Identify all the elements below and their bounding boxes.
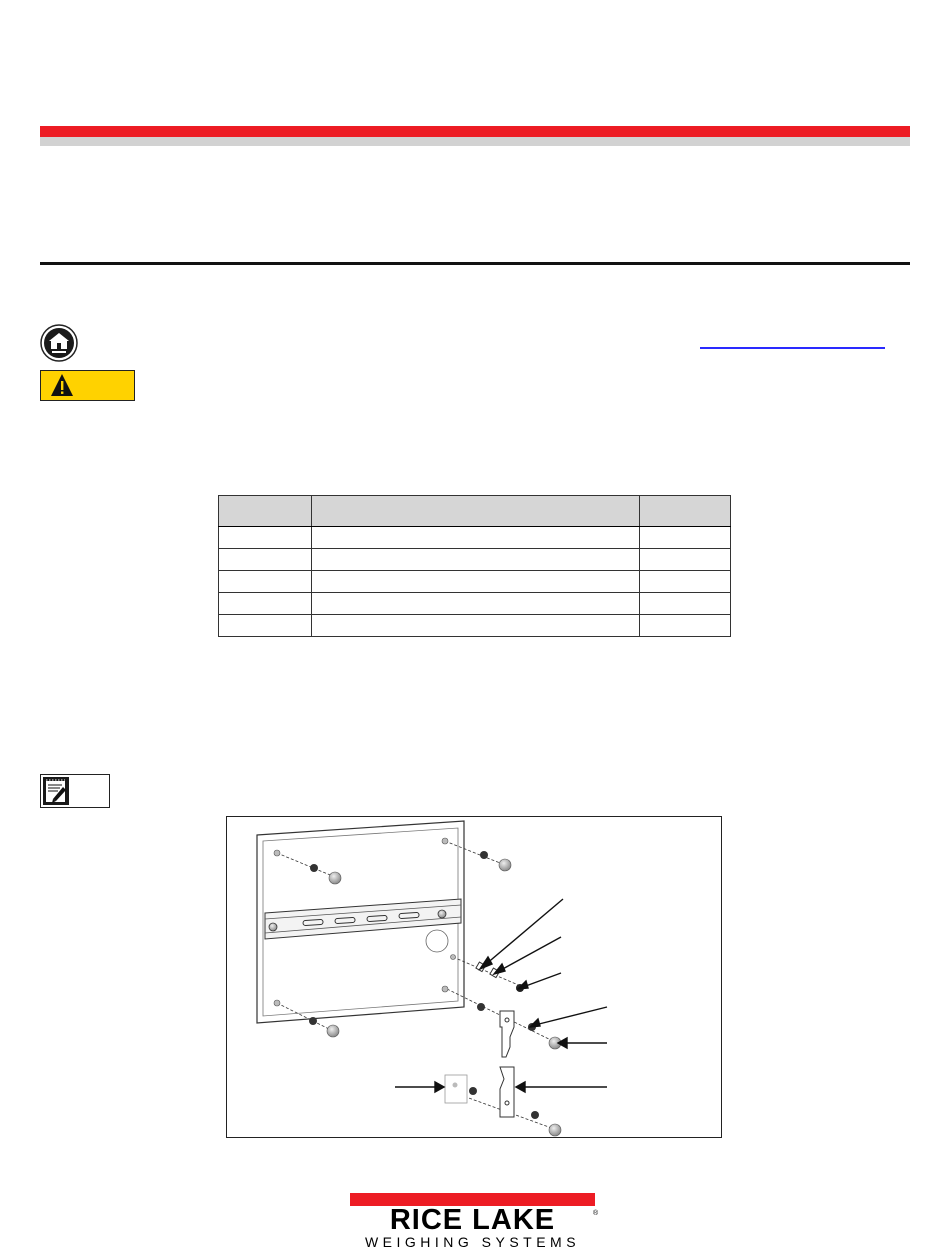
table-cell: [312, 593, 640, 615]
table-row: [219, 593, 731, 615]
table-cell: [219, 527, 312, 549]
table-cell: [640, 615, 731, 637]
table-row: [219, 571, 731, 593]
hyperlink-underline[interactable]: [700, 347, 885, 349]
table-header-cell: [312, 496, 640, 527]
table-cell: [312, 549, 640, 571]
table-cell: [219, 571, 312, 593]
table-cell: [640, 571, 731, 593]
table-row: [219, 615, 731, 637]
title-rule: [40, 262, 910, 265]
table-cell: [640, 549, 731, 571]
table-header-cell: [219, 496, 312, 527]
table-cell: [312, 571, 640, 593]
table-row: [219, 549, 731, 571]
note-pencil-icon: [40, 774, 110, 808]
logo-name: RICE LAKE: [389, 1204, 556, 1236]
rice-lake-logo: [350, 1193, 600, 1253]
mounting-diagram: [226, 816, 722, 1138]
table-cell: [219, 593, 312, 615]
home-icon[interactable]: [40, 324, 78, 362]
logo-tagline: WEIGHING SYSTEMS: [364, 1234, 581, 1250]
logo-registered-mark: ®: [593, 1210, 599, 1217]
table-cell: [312, 615, 640, 637]
table-cell: [640, 593, 731, 615]
table-cell: [219, 549, 312, 571]
header-red-bar: [40, 126, 910, 137]
header-gray-bar: [40, 137, 910, 146]
table-header-cell: [640, 496, 731, 527]
parts-table: [218, 495, 731, 637]
table-cell: [312, 527, 640, 549]
table-cell: [640, 527, 731, 549]
table-row: [219, 527, 731, 549]
table-cell: [219, 615, 312, 637]
table-header-row: [219, 496, 731, 527]
backplate: [257, 821, 464, 1023]
caution-warning-icon: [40, 370, 135, 401]
